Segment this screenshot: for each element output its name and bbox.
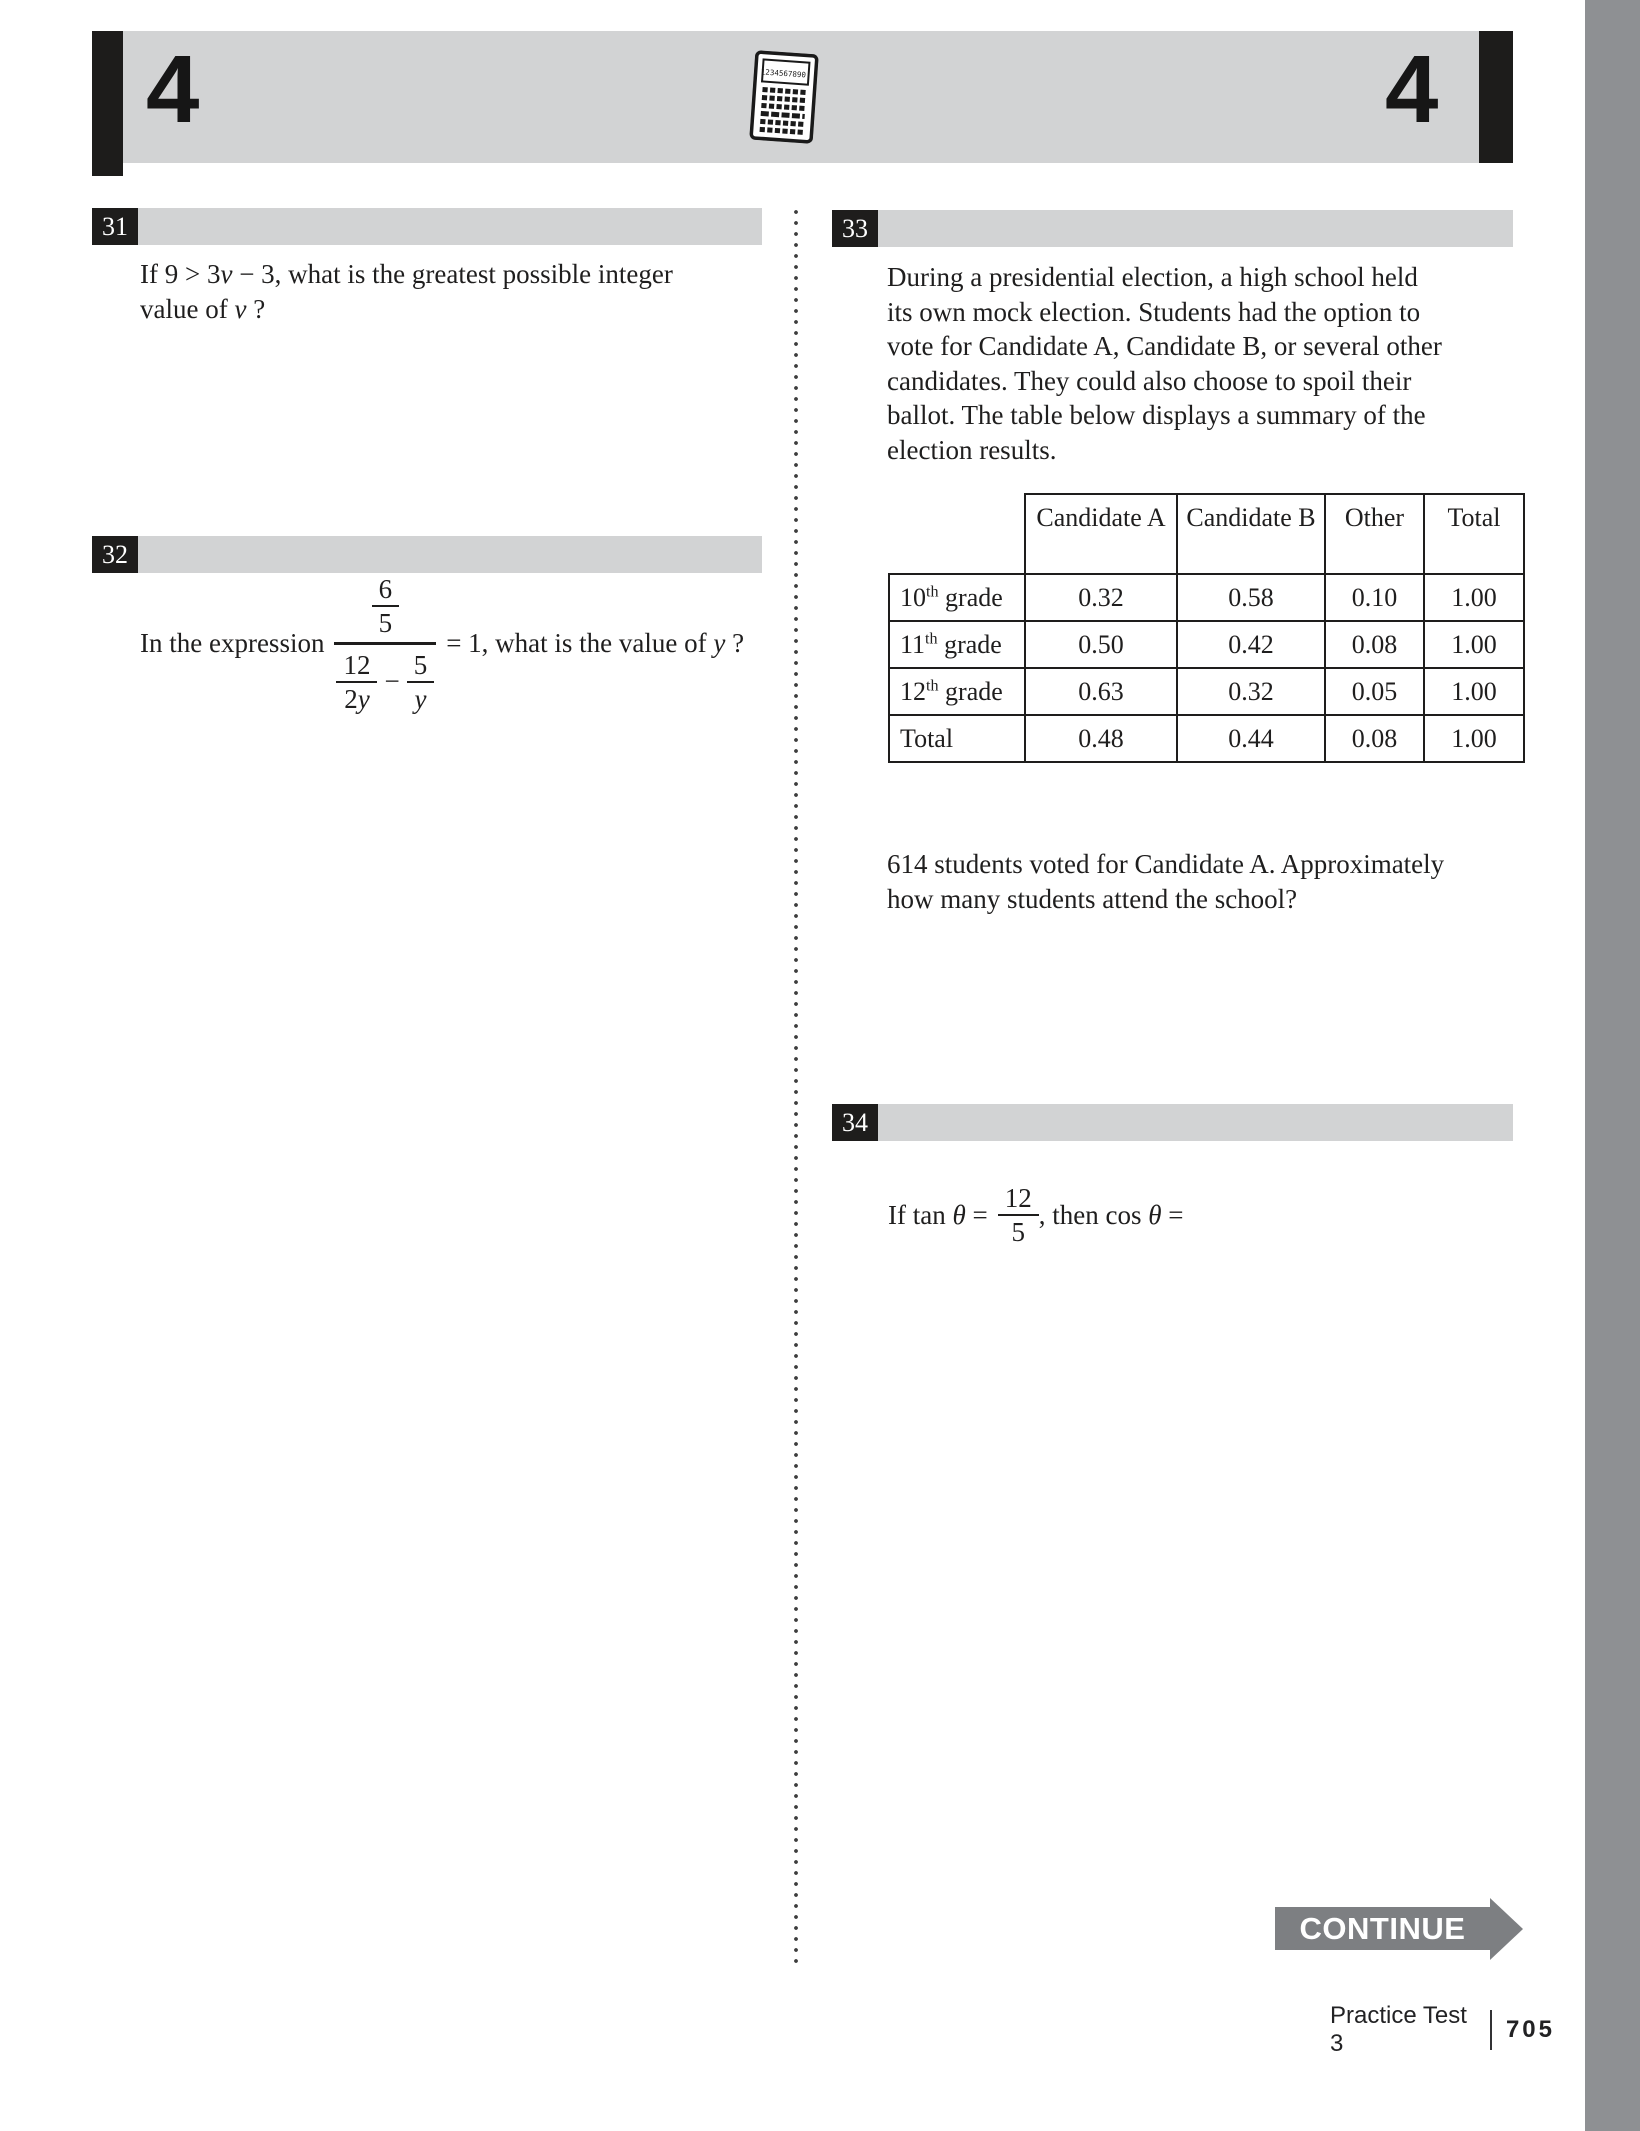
section-number-left: 4 [146, 36, 198, 143]
question-32-number-box: 32 [92, 536, 138, 573]
page-edge-strip [1585, 0, 1640, 2131]
section-number-right: 4 [1385, 36, 1437, 143]
question-33-number-box: 33 [832, 210, 878, 247]
question-32-text [140, 573, 745, 714]
table-row: 10th grade 0.32 0.58 0.10 1.00 [889, 574, 1524, 621]
table-row: 11th grade 0.50 0.42 0.08 1.00 [889, 621, 1524, 668]
question-31-text: If 9 > 3v − 3, what is the greatest possible integer value of v ? [140, 259, 673, 324]
question-32-complex-fraction: 6 5 12 2y − $\frac{5}{y}$ [334, 575, 436, 713]
continue-button: CONTINUE [1275, 1907, 1490, 1950]
question-34-text [888, 1172, 1183, 1258]
question-31-number-box: 31 [92, 208, 138, 245]
footer-test-label: Practice Test 3 [1330, 2002, 1467, 2057]
question-34-number-box: 34 [832, 1104, 878, 1141]
footer-page-number: 705 [1505, 2016, 1555, 2043]
table-col-header: Total [1424, 494, 1524, 574]
table-col-header: Candidate B [1177, 494, 1325, 574]
election-results-table [888, 493, 1525, 763]
question-33-question-text: 614 students voted for Candidate A. Approximately how many students attend the school? [887, 849, 1445, 914]
question-32-header [92, 536, 762, 573]
table-row-label: Total [889, 715, 1025, 762]
table-row-label: 10th grade [889, 574, 1025, 621]
header-left-black-bar [92, 31, 123, 176]
continue-arrow-icon [1490, 1898, 1523, 1960]
table-row: Total 0.48 0.44 0.08 1.00 [889, 715, 1524, 762]
calculator-display-text: 1234567890. [760, 67, 811, 80]
question-34-tail-text: , then cos θ = [1038, 1199, 1184, 1230]
table-row: 12th grade 0.63 0.32 0.05 1.00 [889, 668, 1524, 715]
calculator-icon [749, 50, 819, 144]
question-33-intro: During a presidential election, a high school held its own mock election. Students had the option to vote for Candidate A, Candidate B, or several other candidates. They could also choose to spoil their ballot. The table below displays a summary of the election results. [887, 262, 1442, 465]
question-34-header [832, 1104, 1513, 1141]
header-right-black-bar [1479, 31, 1513, 163]
table-col-header: Candidate A [1025, 494, 1177, 574]
question-33-header-bar [878, 210, 1513, 247]
table-row-label: 11th grade [889, 621, 1025, 668]
question-32-tail-text: = 1, what is the value of y ? [446, 628, 745, 658]
question-33-header [832, 210, 1513, 247]
table-corner-cell [889, 494, 1025, 574]
question-32-lead-text: In the expression [140, 628, 325, 658]
question-34-header-bar [878, 1104, 1513, 1141]
column-divider-dotted-line [794, 207, 798, 1965]
question-31-header [92, 208, 762, 245]
footer-separator [1490, 2010, 1492, 2050]
table-row-label: 12th grade [889, 668, 1025, 715]
question-31-header-bar [138, 208, 762, 245]
question-34-lead-text: If tan θ = [888, 1199, 988, 1230]
question-32-header-bar [138, 536, 762, 573]
question-34-fraction: $\frac{12}{5}$ [998, 1184, 1039, 1246]
page-footer [1330, 2002, 1555, 2057]
table-col-header: Other [1325, 494, 1424, 574]
